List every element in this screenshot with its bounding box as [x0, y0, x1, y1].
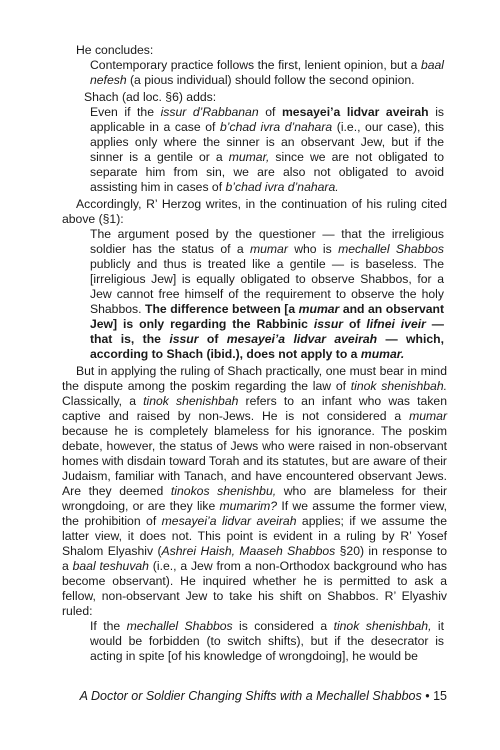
- paragraph: He concludes:: [76, 43, 154, 57]
- quote-text: The argument posed by the questioner — that the irreligious soldier has the status of a mumar who is mechallel Shabbos publicly and thus is treated like a gentile — is baseless. The [irreligious Jew] is equally obligated to observe Shabbos, for a Jew cannot free himself of the requirement to observe the holy Shabbos. The difference between [a mumar and an observant Jew] is only regarding the Rabbinic issur of lifnei iveir — that is, the issur of mesayei’a lidvar aveirah — which, according to Shach (ibid.), does not apply to a mumar.: [90, 227, 445, 361]
- page-footer: [0, 689, 447, 704]
- block-quote: [90, 619, 444, 664]
- paragraph: But in applying the ruling of Shach practically, one must bear in mind the dispute among the poskim regarding the law of tinok shenishbah. Classically, a tinok shenishbah refers to an infant who was taken captive and raised by non-Jews. He is not considered a mumar because he is completely blameless for his ignorance. The poskim debate, however, the status of Jews who were raised in non-observant homes with disdain toward Torah and its statutes, but are aware of their Judaism, familiar with Tanach, and have encountered observant Jews. Are they deemed tinokos shenishbu, who are blameless for their wrongdoing, or are they like mumarim? If we assume the former view, the prohibition of mesayei’a lidvar aveirah applies; if we assume the latter view, it does not. This point is evident in a ruling by R’ Yosef Shalom Elyashiv (Ashrei Haish, Maaseh Shabbos §20) in response to a baal teshuvah (i.e., a Jew from a non-Orthodox background who has become observant). He inquired whether he is permitted to ask a fellow, non-observant Jew to take his shift on Shabbos. R’ Elyashiv ruled:: [62, 364, 448, 618]
- running-title: A Doctor or Soldier Changing Shifts with a Mechallel Shabbos: [79, 689, 422, 703]
- paragraph: Shach (ad loc. §6) adds:: [84, 90, 217, 104]
- quote-text: If the mechallel Shabbos is considered a tinok shenishbah, it would be forbidden (to switch shifts), but if the desecrator is acting in spite [of his knowledge of wrongdoing], he would be: [90, 619, 444, 663]
- quote-text: Even if the issur d’Rabbanan of mesayei’a lidvar aveirah is applicable in a case of b’chad ivra d’nahara (i.e., our case), this applies only where the sinner is an observant Jew, but if the sinner is a gentile or a mumar, since we are not obligated to separate him from sin, we are also not obligated to avoid assisting him in cases of b’chad ivra d’nahara.: [90, 105, 445, 194]
- footer-separator: •: [425, 689, 430, 703]
- block-quote: [90, 105, 444, 195]
- paragraph: Accordingly, R’ Herzog writes, in the continuation of his ruling cited above (§1):: [62, 197, 447, 226]
- block-quote: [90, 58, 444, 88]
- page-number: 15: [433, 689, 447, 703]
- quote-text: Contemporary practice follows the first, lenient opinion, but a baal nefesh (a pious individual) should follow the second opinion.: [90, 58, 444, 87]
- block-quote: [90, 227, 444, 362]
